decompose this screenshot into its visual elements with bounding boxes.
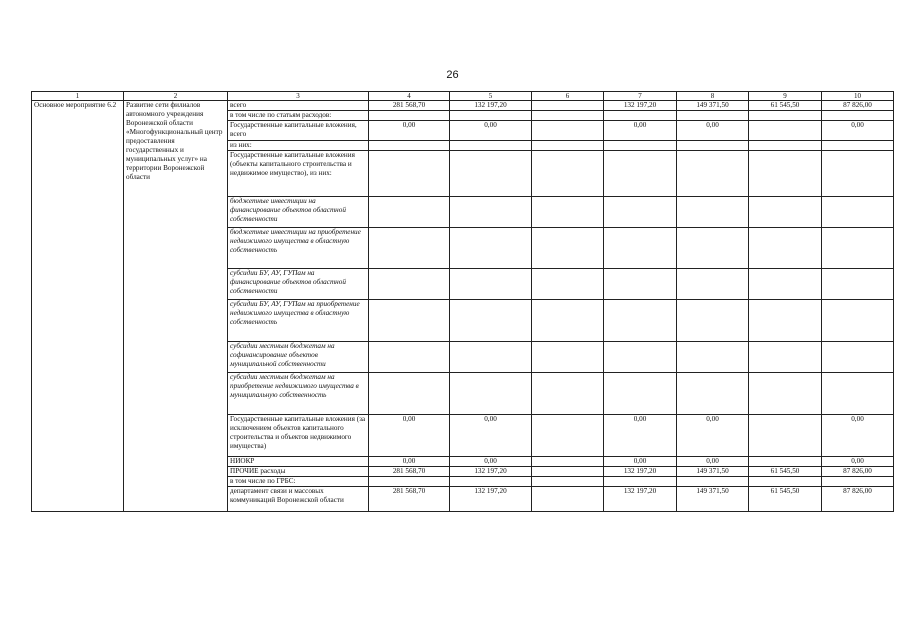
value-cell: 132 197,20 [450,101,532,111]
row-label: бюджетные инвестиции на приобретение недвижимого имущества в областную собственность [228,228,369,269]
value-cell: 149 371,50 [677,487,749,512]
value-cell: 0,00 [369,415,450,457]
page-number: 26 [446,69,459,81]
value-cell: 149 371,50 [677,467,749,477]
header-cell: 6 [532,92,604,101]
header-row [32,92,894,101]
expenditure-table [31,91,894,512]
header-cell: 7 [604,92,677,101]
value-cell: 0,00 [822,415,894,457]
row-label: субсидии БУ, АУ, ГУПам на приобретение недвижимого имущества в областную собственность [228,300,369,342]
value-cell: 61 545,50 [749,101,822,111]
row-label: ПРОЧИЕ расходы [228,467,369,477]
value-cell: 0,00 [369,457,450,467]
header-cell: 3 [228,92,369,101]
row-label: в том числе по статьям расходов: [228,111,369,121]
row-label: субсидии местным бюджетам на софинансирование объектов муниципальной собственности [228,342,369,373]
value-cell: 0,00 [450,457,532,467]
row-label: субсидии БУ, АУ, ГУПам на финансирование объектов областной собственности [228,269,369,300]
value-cell: 132 197,20 [604,101,677,111]
value-cell: 281 568,70 [369,101,450,111]
header-cell: 1 [32,92,124,101]
header-cell: 4 [369,92,450,101]
table-row [32,101,894,111]
value-cell: 0,00 [450,415,532,457]
value-cell: 132 197,20 [604,487,677,512]
value-cell: 132 197,20 [450,467,532,477]
value-cell: 0,00 [677,121,749,141]
row-label: Государственные капитальные вложения, всего [228,121,369,141]
value-cell: 0,00 [677,457,749,467]
row-label: Государственные капитальные вложения (за исключением объектов капитального строительства и объектов недвижимого имущества) [228,415,369,457]
value-cell: 0,00 [604,121,677,141]
value-cell: 87 826,00 [822,101,894,111]
value-cell: 0,00 [450,121,532,141]
value-cell: 149 371,50 [677,101,749,111]
row-label: Государственные капитальные вложения (объекты капитального строительства и недвижимое имущество), из них: [228,151,369,197]
value-cell: 132 197,20 [450,487,532,512]
header-cell: 9 [749,92,822,101]
header-cell: 2 [124,92,228,101]
value-cell: 87 826,00 [822,467,894,477]
value-cell: 0,00 [822,121,894,141]
row-label: в том числе по ГРБС: [228,477,369,487]
value-cell: 61 545,50 [749,487,822,512]
value-cell: 281 568,70 [369,467,450,477]
measure-name-cell: Основное мероприятие 6.2 [32,101,124,512]
value-cell: 0,00 [369,121,450,141]
header-cell: 8 [677,92,749,101]
row-label: из них: [228,141,369,151]
row-label: бюджетные инвестиции на финансирование объектов областной собственности [228,197,369,228]
row-label: департамент связи и массовых коммуникаций Воронежской области [228,487,369,512]
value-cell: 61 545,50 [749,467,822,477]
value-cell: 281 568,70 [369,487,450,512]
value-cell: 0,00 [822,457,894,467]
header-cell: 5 [450,92,532,101]
value-cell: 0,00 [604,457,677,467]
measure-description-cell: Развитие сети филиалов автономного учреждения Воронежской области «Многофункциональный центр предоставления государственных и муниципальных услуг» на территории Воронежской области [124,101,228,512]
value-cell: 0,00 [677,415,749,457]
value-cell: 0,00 [604,415,677,457]
value-cell [532,101,604,111]
row-label: всего [228,101,369,111]
row-label: НИОКР [228,457,369,467]
header-cell: 10 [822,92,894,101]
row-label: субсидии местным бюджетам на приобретение недвижимого имущества в муниципальную собственность [228,373,369,415]
value-cell: 132 197,20 [604,467,677,477]
value-cell: 87 826,00 [822,487,894,512]
